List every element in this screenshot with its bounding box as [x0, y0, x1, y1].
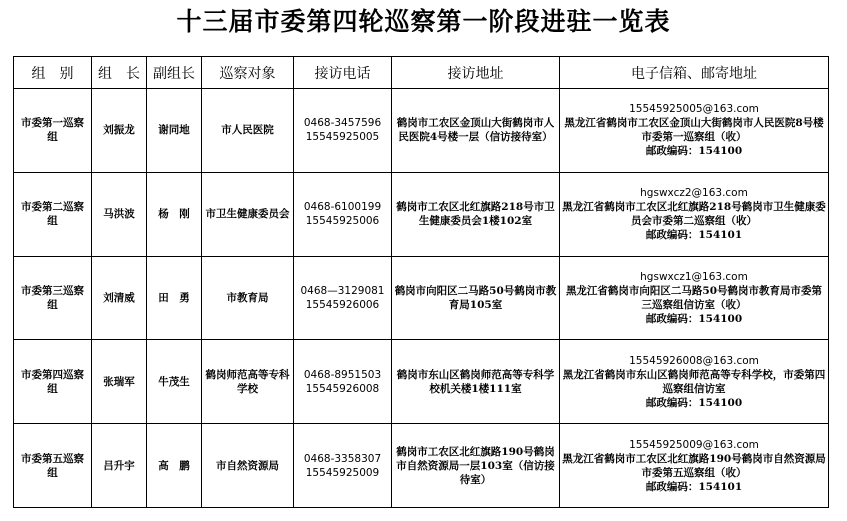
header-email-mail: 电子信箱、邮寄地址	[560, 57, 829, 89]
email-address: 15545926008@163.com	[629, 354, 759, 367]
postcode: 邮政编码：154101	[645, 229, 743, 242]
table-header-row	[14, 57, 829, 89]
phone-mobile: 15545926008	[305, 382, 380, 395]
email-address: hgswxcz2@163.com	[640, 187, 748, 200]
contact-cell	[560, 172, 829, 256]
leader-cell: 马洪波	[92, 172, 147, 256]
postcode: 邮政编码：154101	[645, 480, 743, 493]
table-row	[14, 256, 829, 340]
target-cell: 市自然资源局	[202, 424, 294, 508]
target-cell: 市卫生健康委员会	[202, 172, 294, 256]
leader-cell: 吕升宇	[92, 424, 147, 508]
phone-cell	[294, 340, 392, 424]
header-leader: 组 长	[92, 57, 147, 89]
mail-address: 黑龙江省鹤岗市向阳区二马路50号鹤岗市教育局市委第三巡察组信访室（收）	[565, 284, 823, 311]
phone-mobile: 15545925006	[305, 215, 380, 228]
mail-address: 黑龙江省鹤岗市工农区北红旗路190号鹤岗市自然资源局市委第五巡察组（收）	[562, 452, 826, 479]
mail-address: 黑龙江省鹤岗市工农区金顶山大街鹤岗市人民医院8号楼市委第一巡察组（收）	[564, 117, 824, 144]
deputy-cell: 谢同地	[147, 89, 202, 173]
deputy-cell: 牛茂生	[147, 340, 202, 424]
phone-mobile: 15545925009	[305, 466, 380, 479]
deputy-cell: 高 鹏	[147, 424, 202, 508]
leader-cell: 张瑞军	[92, 340, 147, 424]
contact-cell	[560, 256, 829, 340]
inspection-table	[13, 56, 829, 508]
group-cell: 市委第一巡察组	[14, 89, 92, 173]
target-cell: 市教育局	[202, 256, 294, 340]
address-cell: 鹤岗市工农区金顶山大街鹤岗市人民医院4号楼一层（信访接待室）	[392, 89, 560, 173]
phone-landline: 0468-3358307	[303, 452, 382, 465]
contact-cell	[560, 340, 829, 424]
phone-landline: 0468—3129081	[300, 284, 385, 297]
table-row	[14, 424, 829, 508]
page-title: 十三届市委第四轮巡察第一阶段进驻一览表	[176, 7, 671, 36]
header-phone: 接访电话	[294, 57, 392, 89]
header-deputy: 副组长	[147, 57, 202, 89]
table-row	[14, 89, 829, 173]
phone-cell	[294, 424, 392, 508]
header-group: 组 别	[14, 57, 92, 89]
table-row	[14, 340, 829, 424]
address-cell: 鹤岗市东山区鹤岗师范高等专科学校机关楼1楼111室	[392, 340, 560, 424]
address-cell: 鹤岗市向阳区二马路50号鹤岗市教育局105室	[392, 256, 560, 340]
contact-cell	[560, 89, 829, 173]
mail-address: 黑龙江省鹤岗市工农区北红旗路218号鹤岗市卫生健康委员会市委第二巡察组（收）	[562, 201, 826, 228]
phone-mobile: 15545925005	[305, 131, 380, 144]
email-address: 15545925005@163.com	[629, 103, 759, 116]
header-address: 接访地址	[392, 57, 560, 89]
leader-cell: 刘振龙	[92, 89, 147, 173]
group-cell: 市委第三巡察组	[14, 256, 92, 340]
deputy-cell: 杨 刚	[147, 172, 202, 256]
email-address: 15545925009@163.com	[629, 438, 759, 451]
postcode: 邮政编码：154100	[645, 145, 743, 158]
header-target: 巡察对象	[202, 57, 294, 89]
group-cell: 市委第四巡察组	[14, 340, 92, 424]
address-cell: 鹤岗市工农区北红旗路218号市卫生健康委员会1楼102室	[392, 172, 560, 256]
phone-cell	[294, 256, 392, 340]
group-cell: 市委第二巡察组	[14, 172, 92, 256]
phone-landline: 0468-3457596	[303, 117, 382, 130]
table-row	[14, 172, 829, 256]
deputy-cell: 田 勇	[147, 256, 202, 340]
target-cell: 鹤岗师范高等专科学校	[202, 340, 294, 424]
contact-cell	[560, 424, 829, 508]
mail-address: 黑龙江省鹤岗市东山区鹤岗师范高等专科学校，市委第四巡察组信访室	[562, 368, 826, 395]
group-cell: 市委第五巡察组	[14, 424, 92, 508]
address-cell: 鹤岗市工农区北红旗路190号鹤岗市自然资源局一层103室（信访接待室）	[392, 424, 560, 508]
phone-cell	[294, 89, 392, 173]
postcode: 邮政编码：154100	[645, 396, 743, 409]
phone-landline: 0468-8951503	[303, 368, 382, 381]
phone-cell	[294, 172, 392, 256]
postcode: 邮政编码：154100	[645, 312, 743, 325]
phone-landline: 0468-6100199	[303, 201, 382, 214]
email-address: hgswxcz1@163.com	[640, 270, 748, 283]
phone-mobile: 15545926006	[305, 298, 380, 311]
target-cell: 市人民医院	[202, 89, 294, 173]
leader-cell: 刘清威	[92, 256, 147, 340]
